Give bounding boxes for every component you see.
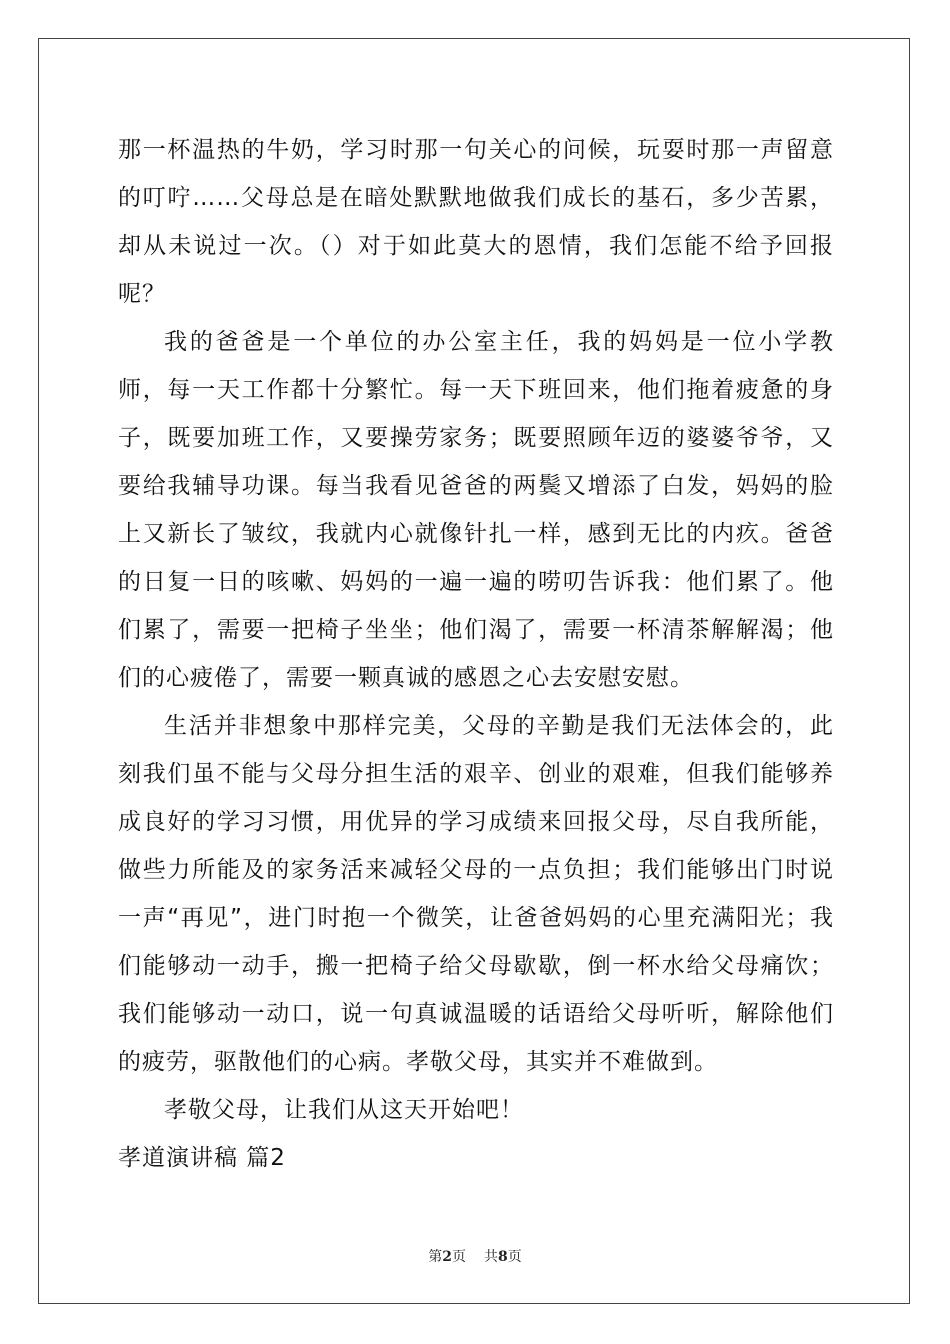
page-footer (0, 1246, 950, 1266)
page-total: 8 (498, 1249, 508, 1265)
page-current: 2 (442, 1249, 452, 1265)
paragraph-3: 生活并非想象中那样完美，父母的辛勤是我们无法体会的，此刻我们虽不能与父母分担生活的艰辛、创业的艰难，但我们能够养成良好的学习习惯，用优异的学习成绩来回报父母，尽自我所能，做些力所能及的家务活来减轻父母的一点负担；我们能够出门时说一声“再见”，进门时抱一个微笑，让爸爸妈妈的心里充满阳光；我们能够动一动手，搬一把椅子给父母歇歇，倒一杯水给父母痛饮；我们能够动一动口，说一句真诚温暖的话语给父母听听，解除他们的疲劳，驱散他们的心病。孝敬父母，其实并不难做到。 (118, 713, 834, 1075)
paragraph-2: 我的爸爸是一个单位的办公室主任，我的妈妈是一位小学教师，每一天工作都十分繁忙。每一天下班回来，他们拖着疲惫的身子，既要加班工作，又要操劳家务；既要照顾年迈的婆婆爷爷，又要给我辅导功课。每当我看见爸爸的两鬓又增添了白发，妈妈的脸上又新长了皱纹，我就内心就像针扎一样，感到无比的内疚。爸爸的日复一日的咳嗽、妈妈的一遍一遍的唠叨告诉我：他们累了。他们累了，需要一把椅子坐坐；他们渴了，需要一杯清茶解解渴；他们的心疲倦了，需要一颗真诚的感恩之心去安慰安慰。 (118, 329, 834, 691)
total-unit: 页 (507, 1249, 522, 1265)
page-unit: 页 (452, 1249, 466, 1265)
document-body (118, 126, 834, 1182)
paragraph-4: 孝敬父母，让我们从这天开始吧！ (164, 1097, 524, 1123)
page-prefix: 第 (428, 1249, 443, 1265)
total-prefix: 共 (484, 1249, 498, 1265)
paragraph-1: 那一杯温热的牛奶，学习时那一句关心的问候，玩耍时那一声留意的叮咛……父母总是在暗处默默地做我们成长的基石，多少苦累，却从未说过一次。（）对于如此莫大的恩情，我们怎能不给予回报呢？ (118, 137, 834, 307)
section-heading: 孝道演讲稿 篇2 (118, 1145, 286, 1171)
